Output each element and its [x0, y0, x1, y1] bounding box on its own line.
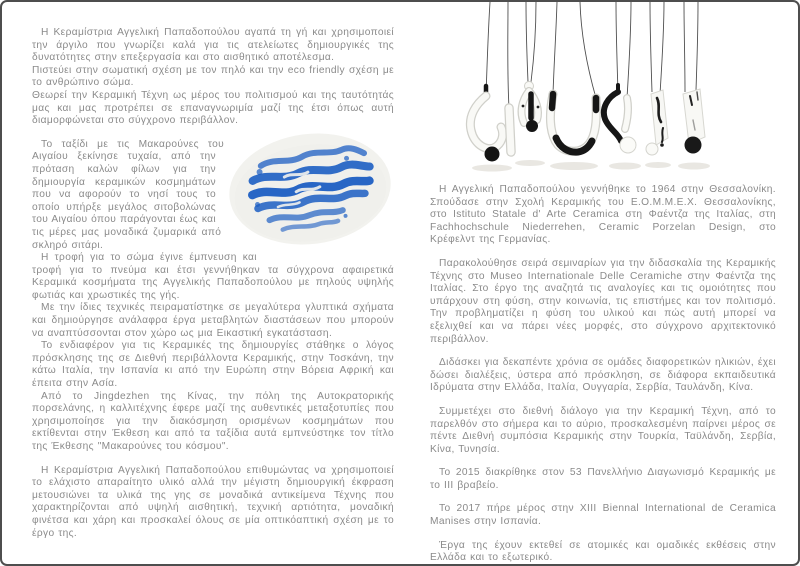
paragraph: Η Αγγελική Παπαδοπούλου γεννήθηκε το 1964 στην Θεσσαλονίκη. Σπούδασε στην Σχολή Κεραμικής του Ε.Ο.Μ.Μ.Ε.Χ. Θεσσαλονίκης, στο Istituto Statale d' Arte Ceramica στη Φαέντζα της Ιταλίας, στη Fachhochschule Niederrehen, Ceramic Porzelan Design, στο Κρέφελντ της Γερμανίας.: [430, 184, 776, 246]
paragraph: Η Κεραμίστρια Αγγελική Παπαδοπούλου αγαπά τη γή και χρησιμοποιεί την άργιλο που γνωρίζει καλά για τις ατελείωτες δημιουργικές της δυνατότητες στην επεξεργασία και στο αισθητικό αποτέλεσμα.: [32, 27, 394, 64]
paragraph: Από το Jingdezhen της Κίνας, την πόλη της Αυτοκρατορικής πορσελάνης, η καλλιτέχνης έφερε μαζί της αυθεντικές μεταξοτυπίες που χρησιμοποίησε για την διακόσμηση ορισμένων κοσμημάτων που εκτίθενται στην Έκθεση και από τα ταξίδια αυτά εμπνεύστηκε τον τίτλο της Έκθεσης "Μακαρούνες του κόσμου".: [32, 390, 394, 452]
necklaces-photo: [430, 2, 800, 187]
left-column: [32, 27, 394, 555]
paragraph: Παρακολούθησε σειρά σεμιναρίων για την διδασκαλία της Κεραμικής Τέχνης στο Museo Internationale Delle Ceramiche στην Φαέντζα της Ιταλίας. Στο έργο της αναζητά τις αναλογίες και τις ομοιότητες που υπάρχουν στη φύση, στην κοινωνία, τις επιστήμες και τον πολιτισμό. Την προβληματίζει η φύση του υλικού και πώς αυτή μπορεί να εξελιχθεί και να πάρει νέες μορφές, στο σύγχρονο αρχιτεκτονικό περιβάλλον.: [430, 257, 776, 345]
paragraph: Με την ίδιες τεχνικές πειραματίστηκε σε μεγαλύτερα γλυπτικά σχήματα και δημιούργησε ανάλαφρα έργα μεταβλητών διαστάσεων που μπορούν να αναπτύσσονται στον χώρο ως μια Εικαστική εγκατάσταση.: [32, 302, 394, 339]
paragraph: Το ενδιαφέρον για τις Κεραμικές της δημιουργίες στάθηκε ο λόγος πρόσκλησης της σε Διεθνή περιβάλλοντα Κεραμικής, στην Τοσκάνη, την κάτω Ιταλία, την Ισπανία κι από την Ευρώπη στην Βόρεια Αφρική και έπειτα στην Ασία.: [32, 340, 394, 390]
paragraph: Πιστεύει στην σωματική σχέση με τον πηλό και την eco friendly σχέση με το ανθρώπινο σώμα.: [32, 64, 394, 89]
paragraph: Το ταξίδι με τις Μακαρούνες του Αιγαίου ξεκίνησε τυχαία, από την πρόταση καλών φίλων για την δημιουργία κεραμικών κοσμημάτων που να αφορούν το νησί τους το οποίο υπήρξε μεγάλος σιτοβολώνας του Αιγαίου όπου παράγονται έως και τις μέρες μας μοναδικά ζυμαρικά από σκληρό σιτάρι.: [32, 138, 225, 251]
paragraph: Το 2015 διακρίθηκε στον 53 Πανελλήνιο Διαγωνισμό Κεραμικής με το ΙΙΙ βραβείο.: [430, 467, 776, 491]
paragraph: Η Κεραμίστρια Αγγελική Παπαδοπούλου επιθυμώντας να χρησιμοποιεί το ελάχιστο απαραίτητο υλικό αλλά την μέγιστη δημιουργική έκφραση μετουσιώνει τα υλικά της γης σε μοναδικά αντικείμενα Τέχνης που χαρακτηρίζονται από υψηλή αισθητική, τεχνική αρτιότητα, μοναδική φινέτσα και χάρη και προσκαλεί όλους σε μία οπτικόαπτική σχέση με το έργο της.: [32, 464, 394, 539]
blue-ceramic-image: [226, 130, 394, 248]
six-ceramic-necklaces-illustration: [430, 2, 800, 187]
paragraph: Το 2017 πήρε μέρος στην XIII Biennal International de Ceramica Manises στην Ισπανία.: [430, 503, 776, 528]
paragraph: Η τροφή για το σώμα έγινε έμπνευση και τροφή για το πνεύμα και έτσι γεννήθηκαν τα σύγχρονα αφαιρετικά Κεραμικά κοσμήματα της Αγγελικής Παπαδοπούλου με πηλούς υψηλής φωτιάς και χρωστικές της γής.: [32, 252, 394, 301]
blue-ceramic-artwork: [226, 130, 394, 248]
right-column: [430, 184, 776, 562]
paragraph: Θεωρεί την Κεραμική Τέχνη ως μέρος του πολιτισμού και της ταυτότητάς μας και μας προτρέπει σε επαναγνωριμία μαζί της έτσι όπως αυτή διαμορφώνεται στο σύγχρονο περιβάλλον.: [32, 89, 394, 127]
paragraph: Έργα της έχουν εκτεθεί σε ατομικές και ομαδικές εκθέσεις στην Ελλάδα και το εξωτερικό.: [430, 539, 776, 564]
paragraph: Διδάσκει για δεκαπέντε χρόνια σε ομάδες διαφορετικών ηλικιών, έχει δώσει διαλέξεις, ύστερα από πρόσκληση, σε διάφορα εκπαιδευτικά Ιδρύματα στην Ελλάδα, Ιταλία, Ουγγαρία, Σερβία, Ταυλάνδη, Κίνα.: [430, 357, 776, 394]
paragraph: Συμμετέχει στο διεθνή διάλογο για την Κεραμική Τέχνη, από το παρελθόν στο σήμερα και το αύριο, προσκαλεσμένη παίρνει μέρος σε πέντε Διεθνή συμπόσια Κεραμικής στην Τουρκία, Ταϋλάνδη, Σερβία, Κίνα, Τυνησία.: [430, 405, 776, 455]
